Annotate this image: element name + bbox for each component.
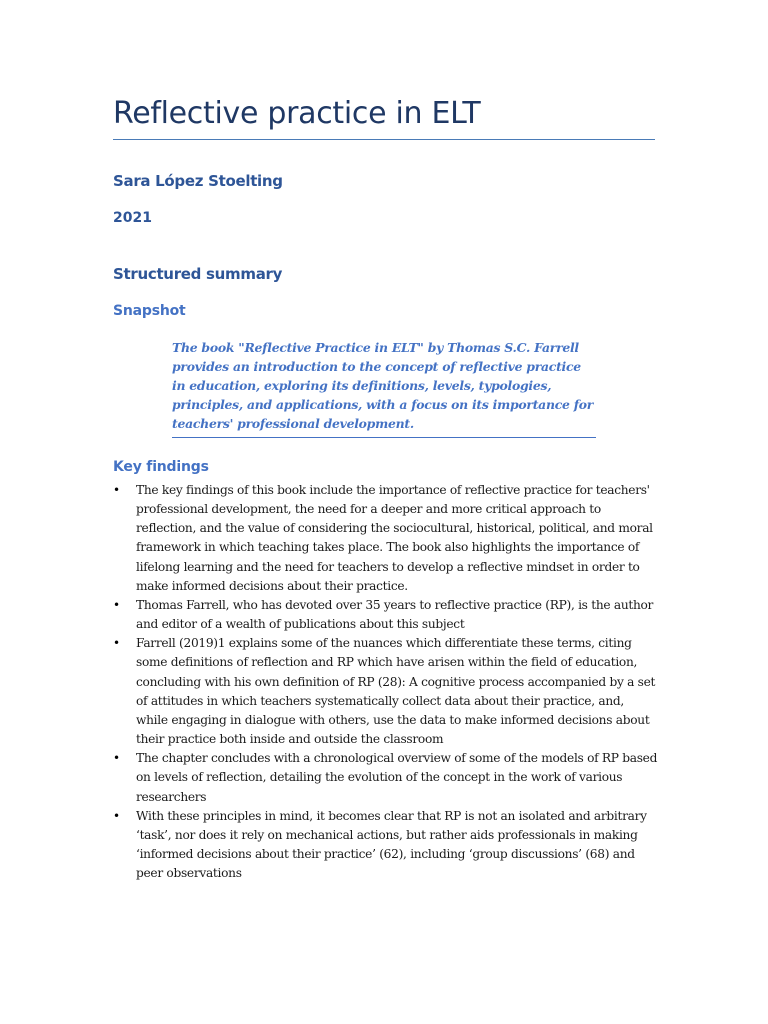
snapshot-heading: Snapshot <box>113 303 186 319</box>
document-title: Reflective practice in ELT <box>113 96 481 131</box>
list-item <box>113 481 658 596</box>
bullet-icon: • <box>113 483 120 497</box>
section-heading: Structured summary <box>113 265 283 283</box>
title-underline <box>113 139 655 140</box>
finding-text: Farrell (2019)1 explains some of the nuances which differentiate these terms, citing some definitions of reflection and RP which have arisen within the field of education, concluding with his own definition of RP (28): A cognitive process accompanied by a set of attitudes in which teachers systematically collect data about their practice, and, while engaging in dialogue with others, use the data to make informed decisions about their practice both inside and outside the classroom <box>136 636 656 747</box>
author-name: Sara López Stoelting <box>113 172 283 190</box>
list-item <box>113 634 658 749</box>
finding-text: The key findings of this book include the importance of reflective practice for teachers' professional development, the need for a deeper and more critical approach to reflection, and the value of considering the sociocultural, historical, political, and moral framework in which teaching takes place. The book also highlights the importance of lifelong learning and the need for teachers to develop a reflective mindset in order to make informed decisions about their practice. <box>136 483 653 593</box>
bullet-icon: • <box>113 597 120 612</box>
bullet-icon: • <box>113 636 120 651</box>
list-item <box>113 807 658 884</box>
list-item <box>113 749 658 806</box>
publication-year: 2021 <box>113 210 152 226</box>
snapshot-quote: The book "Reflective Practice in ELT" by Thomas S.C. Farrell provides an introduction to the concept of reflective practice in education, exploring its definitions, levels, typologies, principles, and applications, with a focus on its importance for teachers' professional development. <box>172 338 596 438</box>
bullet-icon: • <box>113 751 120 766</box>
list-item <box>113 596 658 634</box>
finding-text: With these principles in mind, it becomes clear that RP is not an isolated and arbitrary ‘task’, nor does it rely on mechanical actions, but rather aids professionals in making ‘informed decisions about their practice’ (62), including ‘group discussions’ (68) and peer observations <box>136 808 647 881</box>
finding-text: The chapter concludes with a chronological overview of some of the models of RP based on levels of reflection, detailing the evolution of the concept in the work of various researchers <box>136 751 658 804</box>
key-findings-list <box>113 481 658 883</box>
key-findings-heading: Key findings <box>113 459 209 475</box>
finding-text: Thomas Farrell, who has devoted over 35 years to reflective practice (RP), is the author and editor of a wealth of publications about this subject <box>136 597 654 632</box>
bullet-icon: • <box>113 808 120 823</box>
